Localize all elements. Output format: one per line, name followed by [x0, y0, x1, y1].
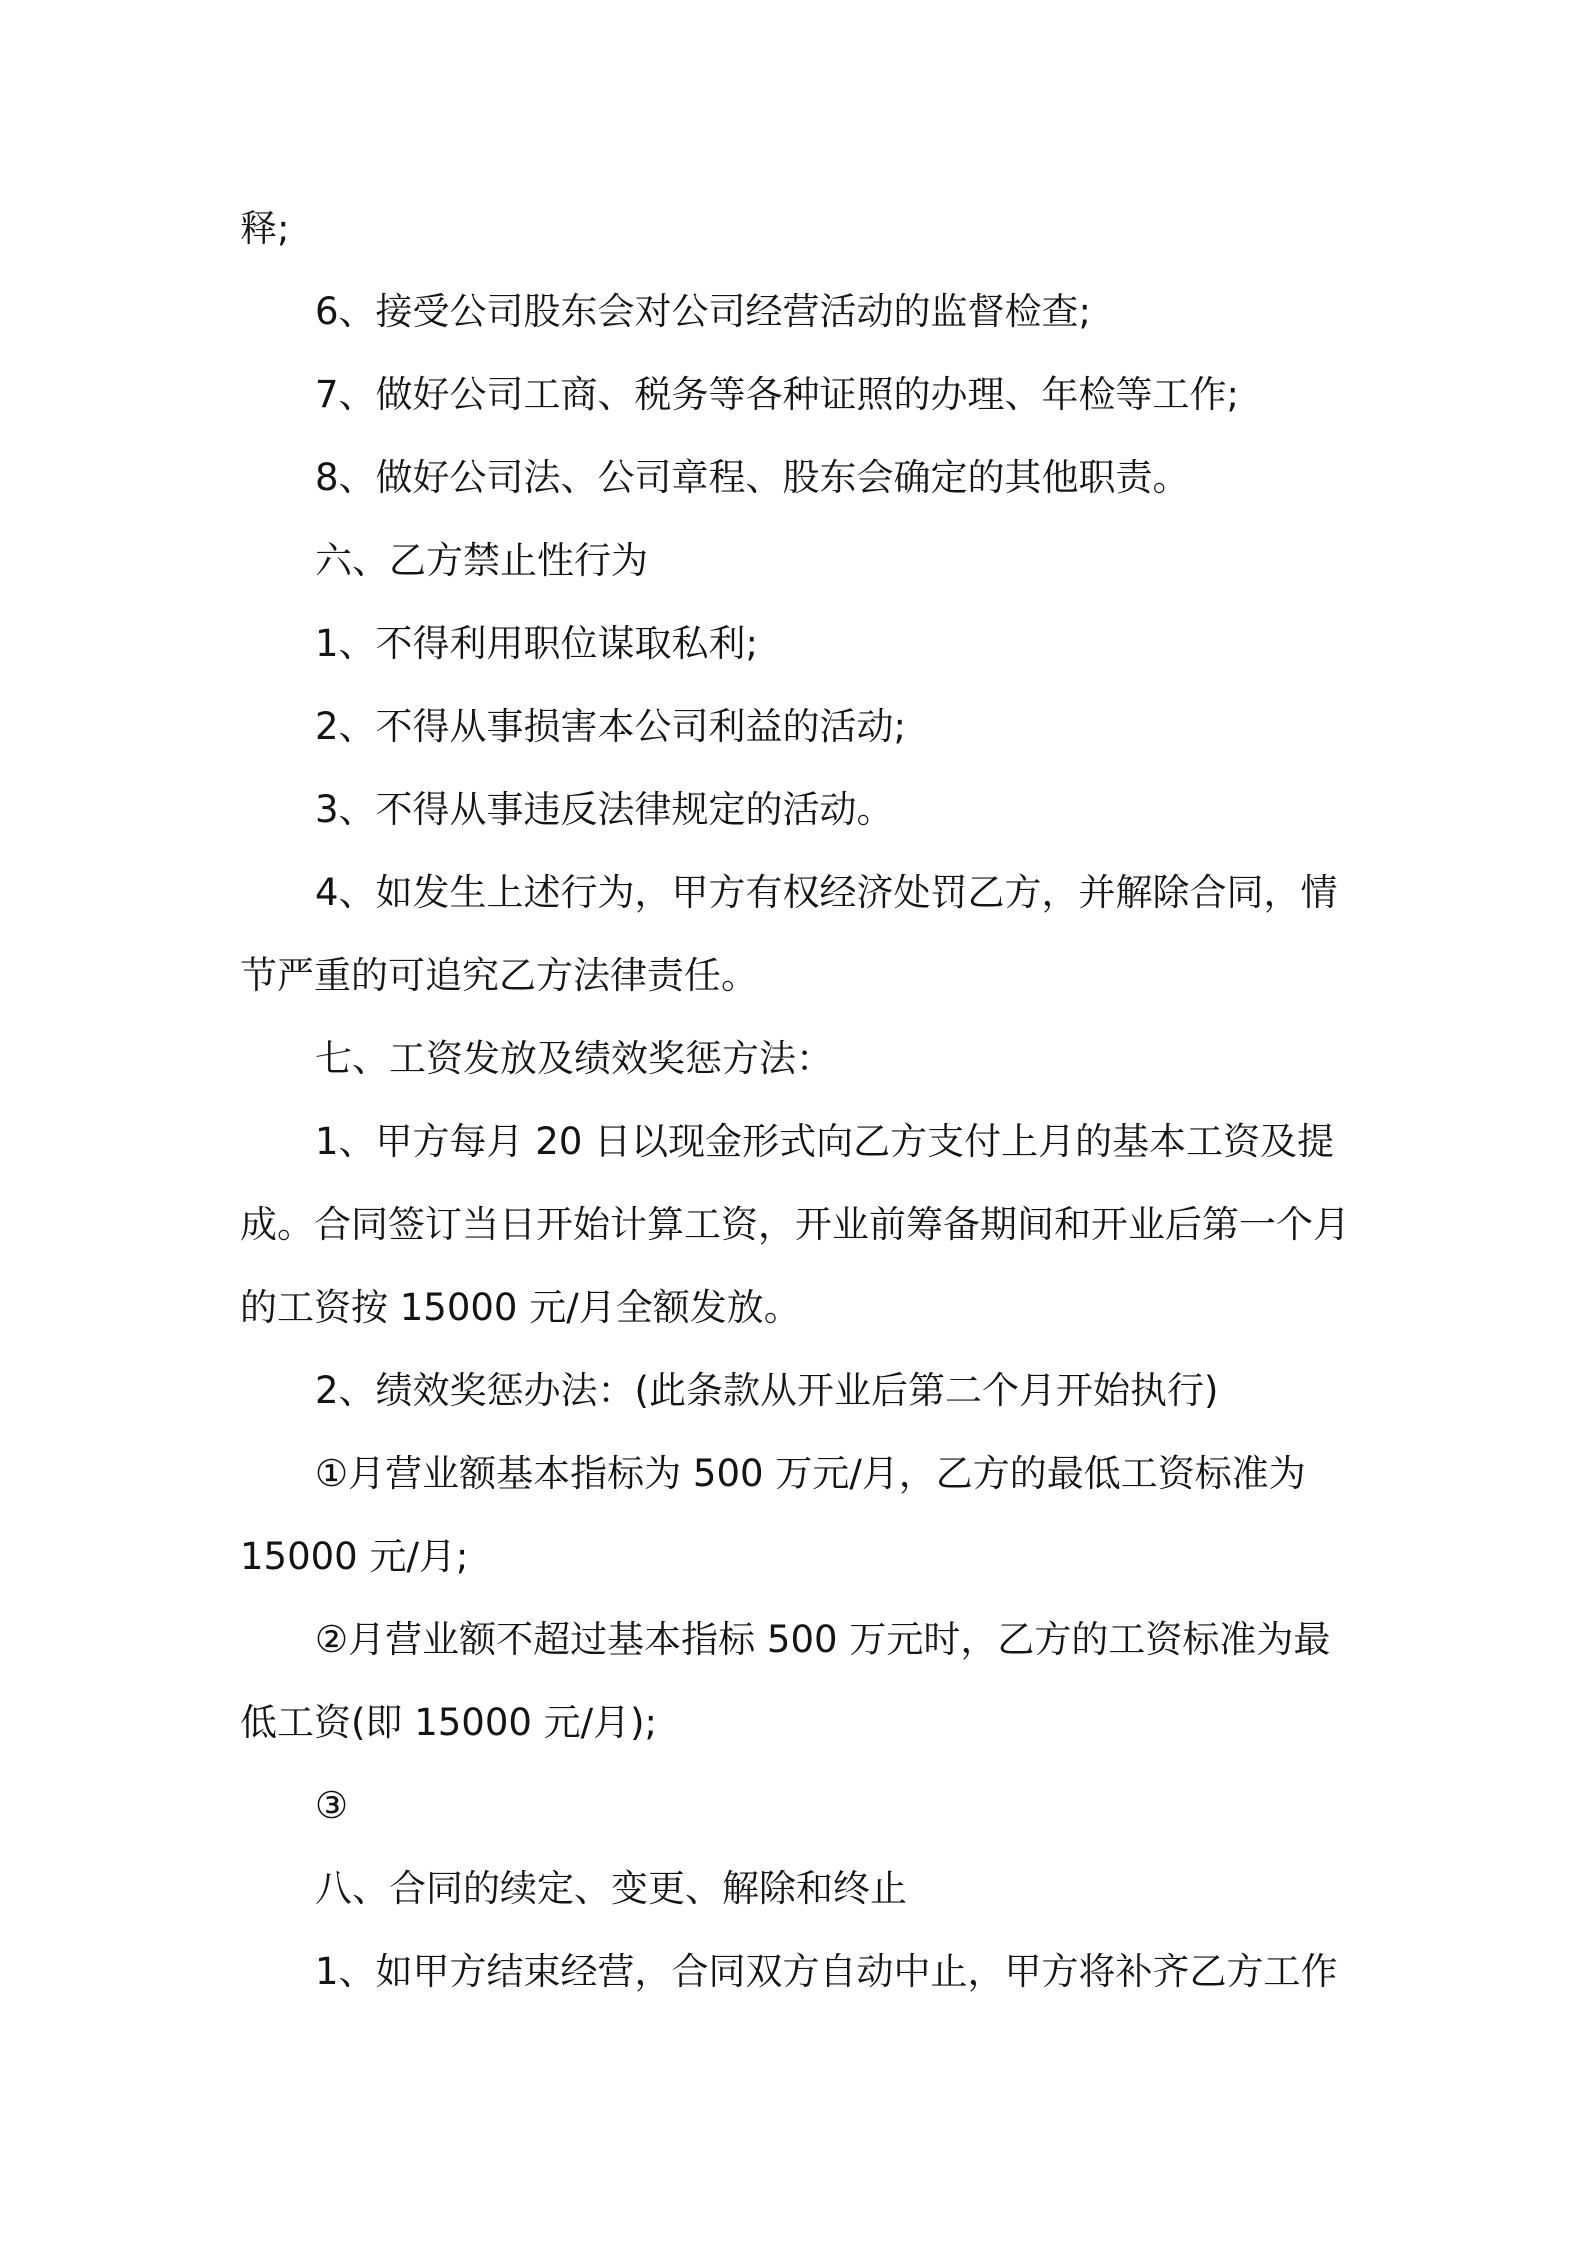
text-line: 1、如甲方结束经营，合同双方自动中止，甲方将补齐乙方工作 [315, 1950, 1338, 1993]
section-heading: 六、乙方禁止性行为 [315, 539, 648, 582]
text-line: 1、甲方每月 20 日以现金形式向乙方支付上月的基本工资及提 [315, 1120, 1335, 1163]
text-line: 2、绩效奖惩办法：(此条款从开业后第二个月开始执行) [315, 1369, 1219, 1412]
text-line: 节严重的可追究乙方法律责任。 [240, 954, 758, 997]
text-line: 4、如发生上述行为，甲方有权经济处罚乙方，并解除合同，情 [315, 871, 1338, 914]
text-line: 1、不得利用职位谋取私利; [315, 622, 759, 665]
text-line: 2、不得从事损害本公司利益的活动; [315, 705, 907, 748]
section-heading: 七、工资发放及绩效奖惩方法： [315, 1037, 833, 1080]
text-line: 7、做好公司工商、税务等各种证照的办理、年检等工作; [315, 373, 1240, 416]
text-line: 8、做好公司法、公司章程、股东会确定的其他职责。 [315, 456, 1190, 499]
text-line: ③ [315, 1784, 349, 1827]
text-line: ①月营业额基本指标为 500 万元/月，乙方的最低工资标准为 [315, 1452, 1306, 1495]
text-line: 释; [240, 207, 290, 250]
text-line: ②月营业额不超过基本指标 500 万元时，乙方的工资标准为最 [315, 1618, 1331, 1661]
section-heading: 八、合同的续定、变更、解除和终止 [315, 1867, 907, 1910]
text-line: 15000 元/月; [240, 1535, 469, 1578]
text-line: 成。合同签订当日开始计算工资，开业前筹备期间和开业后第一个月 [240, 1203, 1350, 1246]
text-line: 3、不得从事违反法律规定的活动。 [315, 788, 894, 831]
text-line: 6、接受公司股东会对公司经营活动的监督检查; [315, 290, 1092, 333]
text-line: 的工资按 15000 元/月全额发放。 [240, 1286, 801, 1329]
text-line: 低工资(即 15000 元/月); [240, 1701, 658, 1744]
